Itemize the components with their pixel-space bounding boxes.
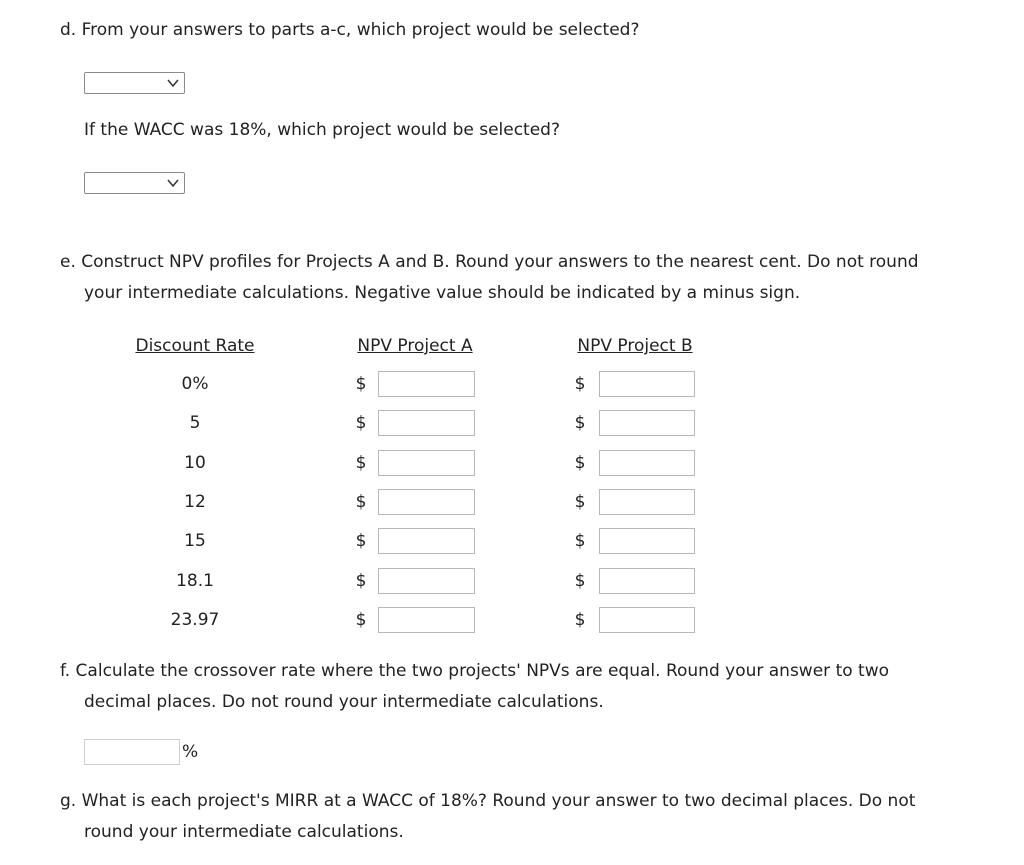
npv-b-input[interactable] — [599, 607, 695, 633]
header-npv-b: NPV Project B — [577, 336, 693, 356]
npv-b-input[interactable] — [599, 528, 695, 554]
dollar-sign: $ — [355, 610, 367, 630]
discount-rate-cell: 12 — [184, 492, 206, 512]
dollar-sign: $ — [574, 453, 586, 473]
npv-a-input[interactable] — [378, 607, 475, 633]
dollar-sign: $ — [355, 571, 367, 591]
question-d-followup: If the WACC was 18%, which project would be selected? — [84, 120, 560, 140]
npv-a-input[interactable] — [378, 371, 475, 397]
dollar-sign: $ — [574, 492, 586, 512]
discount-rate-cell: 18.1 — [176, 571, 214, 591]
discount-rate-cell: 10 — [184, 453, 206, 473]
dollar-sign: $ — [355, 492, 367, 512]
discount-rate-cell: 23.97 — [170, 610, 220, 630]
discount-rate-cell: 15 — [184, 531, 206, 551]
dollar-sign: $ — [574, 413, 586, 433]
npv-b-input[interactable] — [599, 568, 695, 594]
dollar-sign: $ — [574, 610, 586, 630]
question-g-line1: g. What is each project's MIRR at a WACC of 18%? Round your answer to two decimal places. Do not — [60, 791, 916, 811]
question-e-line2: your intermediate calculations. Negative value should be indicated by a minus sign. — [84, 283, 801, 303]
npv-b-input[interactable] — [599, 450, 695, 476]
header-npv-a: NPV Project A — [357, 336, 473, 356]
question-f-line2: decimal places. Do not round your intermediate calculations. — [84, 692, 604, 712]
npv-b-input[interactable] — [599, 371, 695, 397]
npv-a-input[interactable] — [378, 489, 475, 515]
question-g-line2: round your intermediate calculations. — [84, 822, 404, 842]
npv-a-input[interactable] — [378, 450, 475, 476]
discount-rate-cell: 0% — [181, 374, 209, 394]
chevron-down-icon — [167, 177, 179, 189]
question-d: d. From your answers to parts a-c, which project would be selected? — [60, 20, 640, 40]
dollar-sign: $ — [355, 453, 367, 473]
project-select-1[interactable] — [84, 72, 185, 94]
chevron-down-icon — [167, 77, 179, 89]
dollar-sign: $ — [574, 531, 586, 551]
percent-unit: % — [182, 742, 199, 762]
discount-rate-cell: 5 — [189, 413, 201, 433]
npv-a-input[interactable] — [378, 568, 475, 594]
project-select-2[interactable] — [84, 172, 185, 194]
npv-b-input[interactable] — [599, 410, 695, 436]
dollar-sign: $ — [574, 374, 586, 394]
npv-a-input[interactable] — [378, 410, 475, 436]
header-discount-rate: Discount Rate — [135, 336, 255, 356]
question-f-line1: f. Calculate the crossover rate where the two projects' NPVs are equal. Round your answer to two — [60, 661, 890, 681]
dollar-sign: $ — [355, 374, 367, 394]
crossover-rate-input[interactable] — [84, 739, 180, 765]
dollar-sign: $ — [574, 571, 586, 591]
npv-b-input[interactable] — [599, 489, 695, 515]
npv-a-input[interactable] — [378, 528, 475, 554]
question-e-line1: e. Construct NPV profiles for Projects A and B. Round your answers to the nearest cent. Do not round — [60, 252, 919, 272]
dollar-sign: $ — [355, 531, 367, 551]
dollar-sign: $ — [355, 413, 367, 433]
